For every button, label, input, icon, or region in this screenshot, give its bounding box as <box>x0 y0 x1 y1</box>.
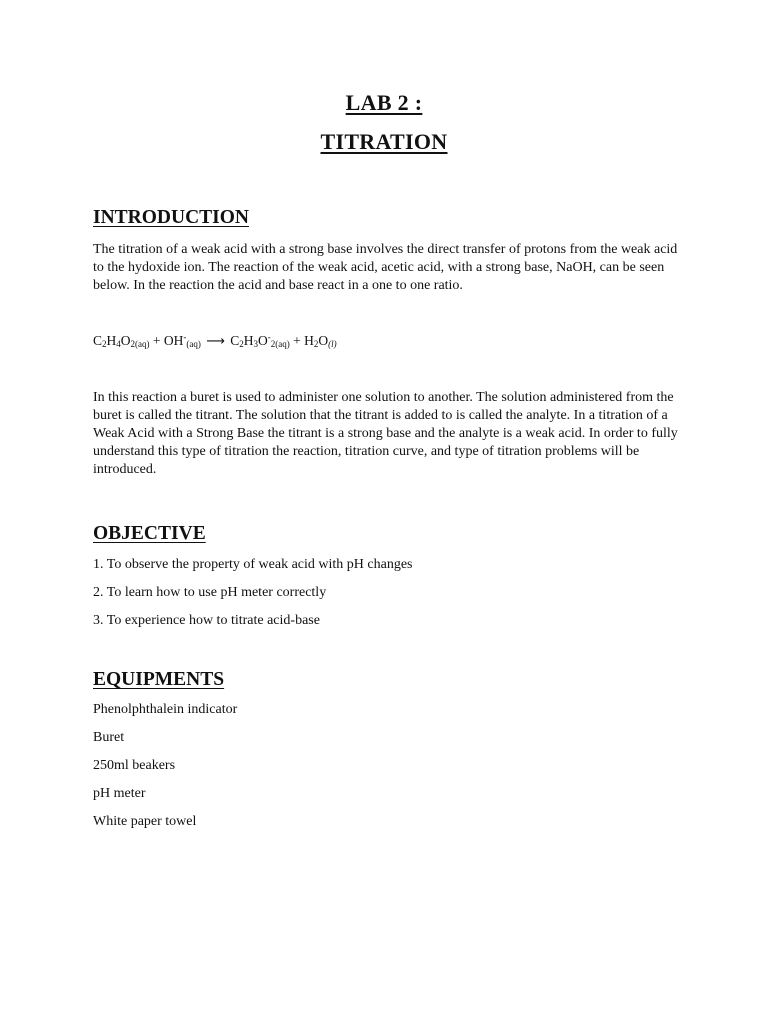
equipment-item: Buret <box>93 730 125 745</box>
introduction-paragraph-1: The titration of a weak acid with a strong base involves the direct transfer of protons from the weak acid to the hydoxide ion. The reaction of the weak acid, acetic acid, with a strong base, NaOH, can be seen below. In the reaction the acid and base react in a one to one ratio. <box>93 242 678 293</box>
eq-plus: + <box>289 333 305 348</box>
eq-subscript: 2(aq) <box>130 339 150 349</box>
equipment-item: pH meter <box>93 786 146 801</box>
eq-plus: + <box>149 333 164 348</box>
eq-term: H <box>106 333 117 348</box>
eq-subscript: (aq) <box>186 339 201 349</box>
eq-term: H <box>304 333 314 348</box>
introduction-paragraph-2: In this reaction a buret is used to administer one solution to another. The solution administered from the buret is called the titrant. The solution that the titrant is added to is called the analyte. In a titration of a Weak Acid with a Strong Base the titrant is a strong base and the analyte is a weak acid. In order to fully understand this type of titration the reaction, titration curve, and type of titration problems will be introduced. <box>93 390 678 477</box>
chemical-equation <box>93 332 337 349</box>
eq-subscript: (l) <box>328 339 337 349</box>
eq-term: H <box>243 333 254 348</box>
objective-item: 1. To observe the property of weak acid with pH changes <box>93 557 413 572</box>
equipment-item: Phenolphthalein indicator <box>93 702 238 717</box>
eq-term: C <box>230 333 240 348</box>
eq-subscript: 4 <box>116 339 121 349</box>
objective-item: 3. To experience how to titrate acid-base <box>93 613 320 628</box>
eq-term: O <box>318 333 329 348</box>
eq-subscript: 2(aq) <box>270 339 290 349</box>
eq-superscript: - <box>267 332 271 342</box>
eq-term: C <box>93 333 103 348</box>
eq-subscript: 2 <box>239 339 244 349</box>
eq-subscript: 3 <box>253 339 259 349</box>
eq-term: O <box>258 333 268 348</box>
equipments-heading: EQUIPMENTS <box>93 669 225 690</box>
eq-superscript: - <box>183 332 187 342</box>
eq-subscript: 2 <box>313 339 319 349</box>
reaction-arrow-icon: ⟶ <box>206 334 225 349</box>
introduction-heading: INTRODUCTION <box>93 207 250 228</box>
eq-term: OH <box>163 333 184 348</box>
eq-term: O <box>120 333 131 348</box>
equipment-item: White paper towel <box>93 814 197 829</box>
equipment-item: 250ml beakers <box>93 758 176 773</box>
page-title: TITRATION <box>320 129 448 154</box>
lab-number: LAB 2 : <box>345 90 423 115</box>
objective-item: 2. To learn how to use pH meter correctly <box>93 585 327 600</box>
objective-heading: OBJECTIVE <box>93 523 206 544</box>
eq-subscript: 2 <box>102 339 107 349</box>
